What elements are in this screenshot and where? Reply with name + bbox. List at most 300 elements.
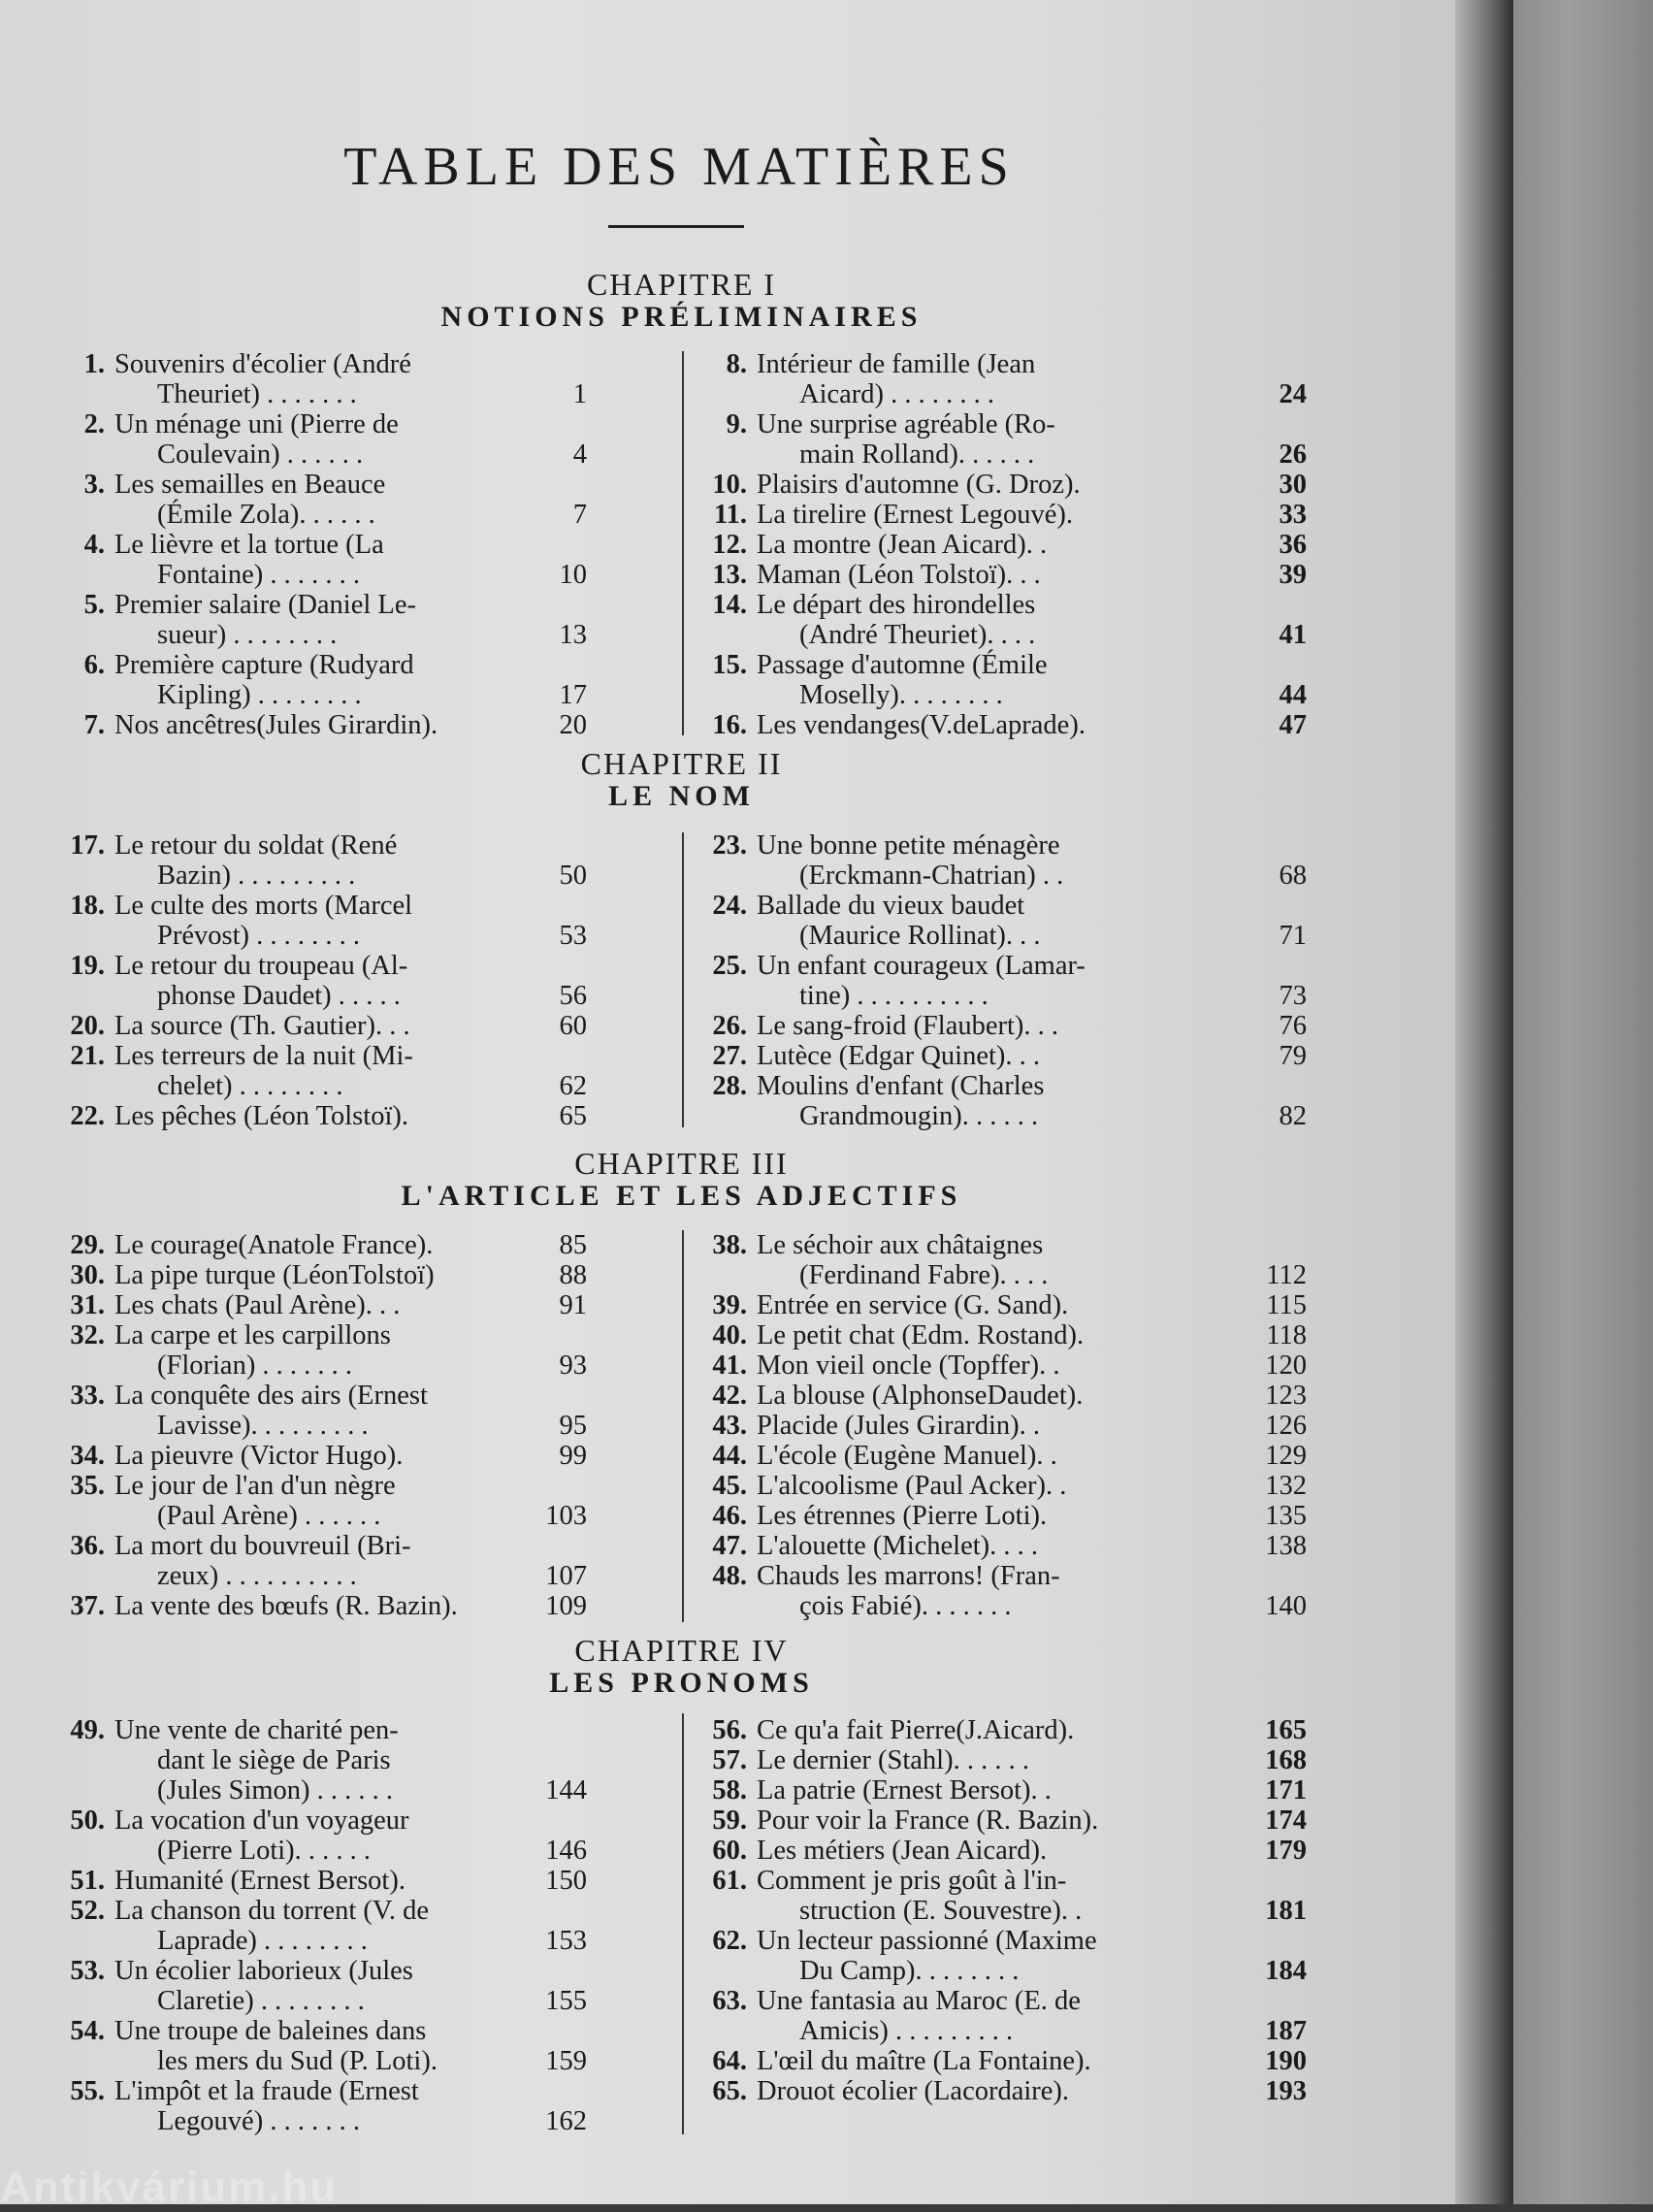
toc-entry — [49, 530, 587, 590]
entry-number: 2. — [83, 409, 105, 439]
entry-line: Lavisse). . . . . . . . . — [157, 1411, 369, 1441]
entry-number: 57. — [712, 1745, 747, 1775]
entry-page-number: 60 — [559, 1011, 587, 1041]
entry-title — [757, 590, 1219, 650]
entry-title — [757, 1531, 1219, 1561]
toc-entry — [691, 1071, 1307, 1131]
toc-entry — [691, 1411, 1307, 1441]
entry-number: 20. — [70, 1011, 105, 1041]
entry-page-number: 53 — [559, 921, 587, 951]
entry-line: struction (E. Souvestre). . — [799, 1896, 1083, 1926]
chapter-number: CHAPITRE I — [586, 267, 777, 302]
entry-title — [114, 2016, 500, 2076]
toc-entry — [49, 1101, 587, 1131]
entry-line: Première capture (Rudyard — [114, 650, 414, 680]
entry-title — [757, 650, 1219, 710]
entry-title — [757, 1381, 1219, 1411]
entry-line: La carpe et les carpillons — [114, 1320, 391, 1350]
entry-line: Le lièvre et la tortue (La — [114, 530, 384, 560]
entry-page-number: 193 — [1265, 2076, 1307, 2106]
toc-entry — [691, 1471, 1307, 1501]
entry-number: 32. — [70, 1320, 105, 1350]
entry-line: phonse Daudet) . . . . . — [157, 981, 401, 1011]
entry-page-number: 36 — [1279, 530, 1307, 560]
entry-line: Legouvé) . . . . . . . — [157, 2106, 360, 2136]
entry-title — [757, 1441, 1219, 1471]
entry-title — [757, 1745, 1219, 1775]
chapter-heading — [0, 268, 1363, 334]
entry-line: Moselly). . . . . . . . — [799, 680, 1003, 710]
entry-number: 62. — [712, 1926, 747, 1956]
chapter-number: CHAPITRE III — [574, 1146, 789, 1181]
entry-number: 49. — [70, 1715, 105, 1745]
entry-number: 12. — [712, 530, 747, 560]
entry-line: tine) . . . . . . . . . . — [799, 981, 989, 1011]
entry-line: (Pierre Loti). . . . . . — [157, 1836, 372, 1866]
chapter-heading — [0, 1147, 1363, 1213]
entry-title — [114, 530, 500, 590]
toc-entry — [691, 1715, 1307, 1745]
entry-line: La vente des bœufs (R. Bazin). — [114, 1591, 458, 1621]
toc-entry — [49, 1591, 587, 1621]
entry-number: 36. — [70, 1531, 105, 1561]
entry-number: 61. — [712, 1866, 747, 1896]
entry-line: Souvenirs d'écolier (André — [114, 349, 411, 379]
entry-page-number: 146 — [545, 1836, 587, 1866]
entry-title — [114, 1230, 500, 1260]
toc-entry — [691, 1501, 1307, 1531]
entry-page-number: 76 — [1279, 1011, 1307, 1041]
entry-number: 60. — [712, 1836, 747, 1866]
toc-entry — [691, 1866, 1307, 1926]
entry-line: Le culte des morts (Marcel — [114, 891, 413, 921]
entry-title — [757, 1011, 1219, 1041]
entry-title — [757, 1411, 1219, 1441]
entry-page-number: 73 — [1279, 981, 1307, 1011]
entry-number: 16. — [712, 710, 747, 740]
entry-number: 23. — [712, 830, 747, 861]
entry-title — [757, 891, 1219, 951]
entry-title — [757, 1290, 1219, 1320]
entry-line: Le petit chat (Edm. Rostand). — [757, 1320, 1085, 1350]
chapter-title: L'ARTICLE ET LES ADJECTIFS — [401, 1180, 962, 1212]
entry-title — [114, 951, 500, 1011]
entry-line: Intérieur de famille (Jean — [757, 349, 1036, 379]
entry-page-number: 153 — [545, 1926, 587, 1956]
entry-title — [757, 1471, 1219, 1501]
entry-line: L'alouette (Michelet). . . . — [757, 1531, 1039, 1561]
entry-title — [114, 349, 500, 409]
entry-line: Un lecteur passionné (Maxime — [757, 1926, 1097, 1956]
toc-column-left — [49, 1230, 587, 1621]
entry-line: La montre (Jean Aicard). . — [757, 530, 1048, 560]
entry-title — [114, 1041, 500, 1101]
entry-line: Une vente de charité pen- — [114, 1715, 399, 1745]
entry-title — [114, 1101, 500, 1131]
watermark: Antikvárium.hu — [0, 2163, 339, 2211]
entry-number: 26. — [712, 1011, 747, 1041]
entry-line: dant le siège de Paris — [157, 1745, 391, 1775]
entry-number: 51. — [70, 1866, 105, 1896]
entry-line: La tirelire (Ernest Legouvé). — [757, 500, 1074, 530]
entry-page-number: 68 — [1279, 861, 1307, 891]
entry-line: Grandmougin). . . . . . — [799, 1101, 1039, 1131]
entry-page-number: 107 — [545, 1561, 587, 1591]
entry-title — [757, 1320, 1219, 1350]
entry-number: 24. — [712, 891, 747, 921]
entry-line: Pour voir la France (R. Bazin). — [757, 1805, 1099, 1836]
toc-entry — [691, 1775, 1307, 1805]
entry-line: Un écolier laborieux (Jules — [114, 1956, 413, 1986]
entry-number: 63. — [712, 1986, 747, 2016]
entry-number: 64. — [712, 2046, 747, 2076]
entry-number: 54. — [70, 2016, 105, 2046]
entry-number: 4. — [83, 530, 105, 560]
entry-page-number: 155 — [545, 1986, 587, 2016]
entry-title — [114, 1011, 500, 1041]
entry-number: 15. — [712, 650, 747, 680]
entry-title — [757, 470, 1219, 500]
entry-title — [757, 1230, 1219, 1290]
entry-page-number: 26 — [1279, 439, 1307, 470]
entry-line: La blouse (AlphonseDaudet). — [757, 1381, 1084, 1411]
entry-title — [757, 710, 1219, 740]
chapter-number: CHAPITRE IV — [574, 1633, 789, 1668]
book-cover-edge — [1513, 0, 1653, 2204]
toc-entry — [691, 1441, 1307, 1471]
entry-title — [757, 500, 1219, 530]
entry-number: 56. — [712, 1715, 747, 1745]
entry-page-number: 91 — [559, 1290, 587, 1320]
entry-title — [114, 1866, 500, 1896]
entry-line: Le dernier (Stahl). . . . . . — [757, 1745, 1029, 1775]
entry-title — [757, 1041, 1219, 1071]
entry-page-number: 144 — [545, 1775, 587, 1805]
entry-page-number: 99 — [559, 1441, 587, 1471]
entry-line: La source (Th. Gautier). . . — [114, 1011, 410, 1041]
entry-line: Placide (Jules Girardin). . — [757, 1411, 1041, 1441]
toc-entry — [691, 1836, 1307, 1866]
entry-number: 19. — [70, 951, 105, 981]
toc-entry — [691, 1926, 1307, 1986]
toc-entry — [49, 1715, 587, 1805]
entry-number: 27. — [712, 1041, 747, 1071]
entry-number: 25. — [712, 951, 747, 981]
entry-page-number: 4 — [572, 439, 587, 470]
entry-title — [757, 1561, 1219, 1621]
entry-title — [114, 470, 500, 530]
entry-page-number: 82 — [1279, 1101, 1307, 1131]
toc-entry — [49, 470, 587, 530]
entry-title — [114, 1591, 500, 1621]
toc-entry — [691, 2046, 1307, 2076]
entry-title — [114, 830, 500, 891]
entry-line: Les terreurs de la nuit (Mi- — [114, 1041, 413, 1071]
entry-number: 43. — [712, 1411, 747, 1441]
toc-column-right — [691, 830, 1307, 1131]
entry-page-number: 165 — [1265, 1715, 1307, 1745]
entry-page-number: 13 — [559, 620, 587, 650]
entry-page-number: 7 — [572, 500, 587, 530]
toc-entry — [49, 1290, 587, 1320]
entry-line: Les semailles en Beauce — [114, 470, 386, 500]
entry-number: 52. — [70, 1896, 105, 1926]
toc-entry — [49, 1866, 587, 1896]
column-divider — [682, 1713, 684, 2134]
entry-title — [114, 1260, 500, 1290]
entry-line: Le jour de l'an d'un nègre — [114, 1471, 396, 1501]
entry-title — [757, 1836, 1219, 1866]
entry-number: 5. — [83, 590, 105, 620]
toc-entry — [691, 349, 1307, 409]
entry-number: 48. — [712, 1561, 747, 1591]
toc-entry — [49, 1041, 587, 1101]
entry-page-number: 79 — [1279, 1041, 1307, 1071]
entry-line: Une surprise agréable (Ro- — [757, 409, 1055, 439]
entry-line: sueur) . . . . . . . . — [157, 620, 338, 650]
entry-title — [757, 1805, 1219, 1836]
column-divider — [682, 351, 684, 735]
toc-entry — [691, 1805, 1307, 1836]
toc-entry — [49, 1230, 587, 1260]
entry-page-number: 95 — [559, 1411, 587, 1441]
entry-title — [114, 1715, 500, 1805]
entry-line: Une bonne petite ménagère — [757, 830, 1060, 861]
toc-entry — [691, 1320, 1307, 1350]
entry-number: 10. — [712, 470, 747, 500]
toc-entry — [49, 1381, 587, 1441]
entry-page-number: 17 — [559, 680, 587, 710]
toc-entry — [49, 1805, 587, 1866]
entry-page-number: 50 — [559, 861, 587, 891]
entry-title — [114, 1471, 500, 1531]
toc-entry — [691, 1745, 1307, 1775]
entry-line: Du Camp). . . . . . . . — [799, 1956, 1020, 1986]
entry-line: Le départ des hirondelles — [757, 590, 1036, 620]
entry-line: Plaisirs d'automne (G. Droz). — [757, 470, 1081, 500]
entry-line: Fontaine) . . . . . . . — [157, 560, 360, 590]
toc-entry — [49, 951, 587, 1011]
entry-title — [114, 1320, 500, 1381]
entry-line: Une troupe de baleines dans — [114, 2016, 427, 2046]
toc-entry — [691, 891, 1307, 951]
entry-number: 34. — [70, 1441, 105, 1471]
entry-line: (André Theuriet). . . . — [799, 620, 1036, 650]
toc-entry — [691, 1230, 1307, 1290]
entry-line: La conquête des airs (Ernest — [114, 1381, 428, 1411]
entry-page-number: 159 — [545, 2046, 587, 2076]
toc-entry — [49, 891, 587, 951]
entry-title — [114, 1290, 500, 1320]
toc-entry — [49, 1531, 587, 1591]
entry-line: Le séchoir aux châtaignes — [757, 1230, 1044, 1260]
entry-number: 50. — [70, 1805, 105, 1836]
entry-page-number: 39 — [1279, 560, 1307, 590]
entry-page-number: 30 — [1279, 470, 1307, 500]
column-divider — [682, 1230, 684, 1622]
entry-line: Theuriet) . . . . . . . — [157, 379, 357, 409]
entry-line: Humanité (Ernest Bersot). — [114, 1866, 405, 1896]
entry-number: 41. — [712, 1350, 747, 1381]
entry-page-number: 33 — [1279, 500, 1307, 530]
entry-title — [114, 1896, 500, 1956]
entry-title — [757, 1986, 1219, 2046]
entry-page-number: 47 — [1279, 710, 1307, 740]
toc-entry — [691, 530, 1307, 560]
entry-line: Le courage(Anatole France). — [114, 1230, 434, 1260]
entry-number: 53. — [70, 1956, 105, 1986]
entry-page-number: 88 — [559, 1260, 587, 1290]
entry-line: Une fantasia au Maroc (E. de — [757, 1986, 1081, 2016]
entry-number: 28. — [712, 1071, 747, 1101]
entry-line: Passage d'automne (Émile — [757, 650, 1048, 680]
entry-line: chelet) . . . . . . . . — [157, 1071, 343, 1101]
entry-title — [114, 1805, 500, 1866]
entry-line: Amicis) . . . . . . . . . — [799, 2016, 1014, 2046]
entry-line: Laprade) . . . . . . . . — [157, 1926, 368, 1956]
chapter-number: CHAPITRE II — [580, 746, 783, 781]
entry-title — [757, 349, 1219, 409]
toc-entry — [691, 409, 1307, 470]
entry-title — [114, 1381, 500, 1441]
entry-line: les mers du Sud (P. Loti). — [157, 2046, 438, 2076]
entry-line: main Rolland). . . . . . — [799, 439, 1035, 470]
toc-entry — [49, 1260, 587, 1290]
entry-number: 17. — [70, 830, 105, 861]
entry-line: Un ménage uni (Pierre de — [114, 409, 399, 439]
entry-line: Kipling) . . . . . . . . — [157, 680, 362, 710]
chapter-title: NOTIONS PRÉLIMINAIRES — [440, 301, 923, 333]
entry-number: 29. — [70, 1230, 105, 1260]
entry-page-number: 126 — [1265, 1411, 1307, 1441]
entry-number: 33. — [70, 1381, 105, 1411]
entry-title — [114, 409, 500, 470]
entry-page-number: 44 — [1279, 680, 1307, 710]
entry-number: 3. — [83, 470, 105, 500]
toc-entry — [691, 1290, 1307, 1320]
toc-entry — [691, 470, 1307, 500]
entry-line: La patrie (Ernest Bersot). . — [757, 1775, 1052, 1805]
entry-number: 14. — [712, 590, 747, 620]
entry-title — [114, 1441, 500, 1471]
toc-entry — [691, 1381, 1307, 1411]
entry-number: 44. — [712, 1441, 747, 1471]
toc-column-right — [691, 1230, 1307, 1621]
entry-title — [757, 1926, 1219, 1986]
entry-line: Les métiers (Jean Aicard). — [757, 1836, 1048, 1866]
entry-title — [757, 1866, 1219, 1926]
entry-page-number: 120 — [1265, 1350, 1307, 1381]
entry-line: (Erckmann-Chatrian) . . — [799, 861, 1064, 891]
entry-line: La pieuvre (Victor Hugo). — [114, 1441, 404, 1471]
toc-entry — [49, 590, 587, 650]
toc-entry — [691, 710, 1307, 740]
entry-number: 30. — [70, 1260, 105, 1290]
entry-line: (Émile Zola). . . . . . — [157, 500, 375, 530]
entry-number: 22. — [70, 1101, 105, 1131]
toc-column-left — [49, 349, 587, 740]
entry-title — [757, 1775, 1219, 1805]
entry-number: 21. — [70, 1041, 105, 1071]
entry-page-number: 115 — [1266, 1290, 1307, 1320]
chapter-title: LES PRONOMS — [549, 1667, 814, 1699]
entry-title — [757, 951, 1219, 1011]
entry-page-number: 85 — [559, 1230, 587, 1260]
entry-line: Ce qu'a fait Pierre(J.Aicard). — [757, 1715, 1075, 1745]
entry-line: (Paul Arène) . . . . . . — [157, 1501, 381, 1531]
entry-page-number: 10 — [559, 560, 587, 590]
entry-number: 31. — [70, 1290, 105, 1320]
entry-title — [114, 891, 500, 951]
entry-line: Les pêches (Léon Tolstoï). — [114, 1101, 408, 1131]
toc-entry — [691, 1531, 1307, 1561]
entry-line: La vocation d'un voyageur — [114, 1805, 409, 1836]
toc-entry — [691, 830, 1307, 891]
entry-page-number: 135 — [1265, 1501, 1307, 1531]
entry-number: 46. — [712, 1501, 747, 1531]
toc-entry — [49, 710, 587, 740]
toc-entry — [49, 1441, 587, 1471]
toc-column-left — [49, 1715, 587, 2136]
entry-line: La mort du bouvreuil (Bri- — [114, 1531, 411, 1561]
entry-number: 59. — [712, 1805, 747, 1836]
entry-line: (Jules Simon) . . . . . . — [157, 1775, 394, 1805]
entry-title — [114, 590, 500, 650]
toc-entry — [691, 1011, 1307, 1041]
entry-page-number: 20 — [559, 710, 587, 740]
entry-line: Claretie) . . . . . . . . — [157, 1986, 365, 2016]
entry-line: Prévost) . . . . . . . . — [157, 921, 360, 951]
entry-page-number: 132 — [1265, 1471, 1307, 1501]
toc-column-right — [691, 1715, 1307, 2106]
entry-page-number: 112 — [1266, 1260, 1307, 1290]
column-divider — [682, 832, 684, 1127]
toc-entry — [49, 2016, 587, 2076]
entry-line: Le sang-froid (Flaubert). . . — [757, 1011, 1059, 1041]
entry-number: 38. — [712, 1230, 747, 1260]
entry-number: 1. — [83, 349, 105, 379]
entry-page-number: 190 — [1265, 2046, 1307, 2076]
entry-number: 45. — [712, 1471, 747, 1501]
entry-number: 9. — [726, 409, 747, 439]
entry-line: La chanson du torrent (V. de — [114, 1896, 429, 1926]
entry-page-number: 162 — [545, 2106, 587, 2136]
toc-entry — [691, 560, 1307, 590]
entry-page-number: 24 — [1279, 379, 1307, 409]
entry-line: (Florian) . . . . . . . — [157, 1350, 353, 1381]
entry-number: 47. — [712, 1531, 747, 1561]
entry-line: (Maurice Rollinat). . . — [799, 921, 1041, 951]
entry-line: Ballade du vieux baudet — [757, 891, 1025, 921]
entry-line: Comment je pris goût à l'in- — [757, 1866, 1067, 1896]
entry-page-number: 171 — [1265, 1775, 1307, 1805]
entry-title — [757, 1071, 1219, 1131]
toc-entry — [691, 1986, 1307, 2046]
entry-line: Aicard) . . . . . . . . — [799, 379, 995, 409]
entry-title — [757, 409, 1219, 470]
toc-entry — [49, 1011, 587, 1041]
entry-page-number: 123 — [1265, 1381, 1307, 1411]
entry-page-number: 129 — [1265, 1441, 1307, 1471]
toc-column-left — [49, 830, 587, 1131]
toc-entry — [691, 1350, 1307, 1381]
page-title: TABLE DES MATIÈRES — [343, 137, 1015, 197]
entry-title — [757, 1350, 1219, 1381]
book-gutter — [1455, 0, 1513, 2204]
entry-line: Premier salaire (Daniel Le- — [114, 590, 416, 620]
entry-page-number: 168 — [1265, 1745, 1307, 1775]
entry-line: Moulins d'enfant (Charles — [757, 1071, 1045, 1101]
